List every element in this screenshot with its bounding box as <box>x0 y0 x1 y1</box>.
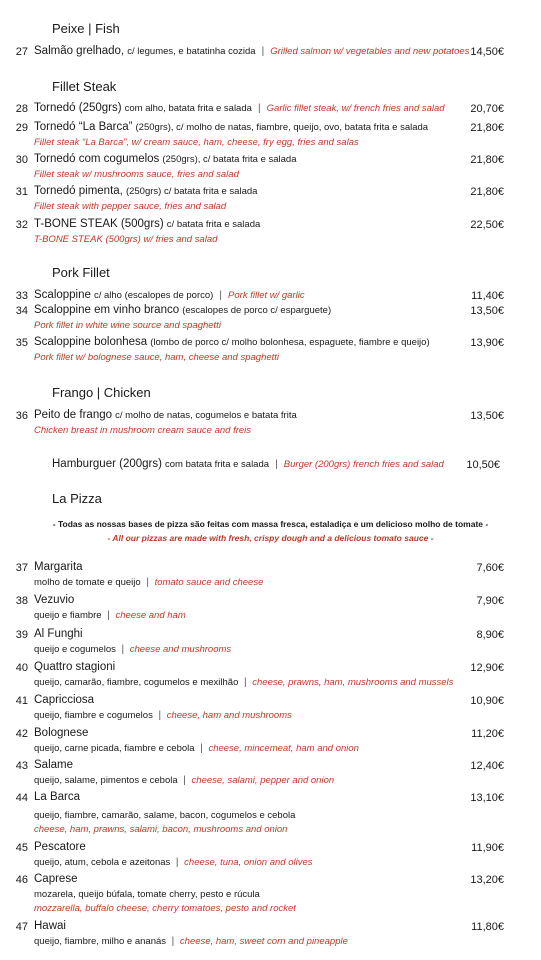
item-name: Tornedó pimenta, <box>34 185 123 197</box>
item-number: 38 <box>15 595 28 607</box>
separator: | <box>171 936 175 947</box>
pizza-desc <box>34 857 313 868</box>
item-price: 13,10€ <box>470 792 504 804</box>
item-number: 41 <box>15 695 28 707</box>
pizza-desc <box>34 644 231 655</box>
pizza-desc <box>34 743 359 754</box>
item-name: Tornedó “La Barca” <box>34 121 133 133</box>
item-number: 33 <box>15 290 28 302</box>
item-desc: com batata frita e salada <box>165 459 270 470</box>
item-price: 20,70€ <box>470 103 504 115</box>
item-number: 29 <box>15 122 28 134</box>
item-name: Tornedó (250grs) <box>34 102 122 114</box>
item-number: 39 <box>15 629 28 641</box>
item-name: Scaloppine bolonhesa <box>34 336 148 348</box>
item-price: 7,90€ <box>476 595 504 607</box>
item-desc: (250grs), c/ batata frita e salada <box>162 154 297 165</box>
menu-item-tornedo-cogumelos <box>34 153 297 165</box>
pizza-name: La Barca <box>34 791 81 803</box>
item-desc-en: Fillet steak “La Barca”, w/ cream sauce, ham, cheese, fry egg, fries and salas <box>34 137 359 148</box>
item-desc-en: cheese, prawns, ham, mushrooms and mussels <box>252 677 454 688</box>
item-price: 11,40€ <box>471 290 504 302</box>
item-desc-en: Pork fillet w/ garlic <box>228 290 305 301</box>
menu-item-salmon <box>34 45 469 57</box>
item-desc-en: Fillet steak with pepper sauce, fries and salad <box>34 201 227 212</box>
pizza-desc <box>34 577 263 588</box>
pizza-desc <box>34 610 186 621</box>
item-price: 21,80€ <box>470 186 504 198</box>
item-desc: c/ legumes, e batatinha cozida <box>127 46 256 57</box>
menu-item-tornedo-la-barca <box>34 121 428 133</box>
item-number: 45 <box>15 842 28 854</box>
item-desc-en: Chicken breast in mushroom cream sauce and freis <box>34 425 252 436</box>
pizza-note-en: - All our pizzas are made with fresh, crispy dough and a delicious tomato sauce - <box>107 533 434 543</box>
pizza-name: Salame <box>34 759 73 771</box>
item-name: Tornedó com cogumelos <box>34 153 160 165</box>
separator: | <box>146 577 149 588</box>
item-desc: queijo e cogumelos <box>34 644 116 655</box>
pizza-name: Vezuvio <box>34 594 75 606</box>
item-desc: c/ alho (escalopes de porco) <box>93 290 214 301</box>
pizza-name: Hawai <box>34 920 66 932</box>
section-title-pork: Pork Fillet <box>52 265 110 280</box>
section-title-fish: Peixe | Fish <box>52 21 120 36</box>
section-title-chicken: Frango | Chicken <box>52 385 151 400</box>
separator: | <box>261 46 265 57</box>
separator: | <box>200 743 203 754</box>
item-desc-en: Pork fillet in white wine source and spaghetti <box>34 320 221 331</box>
separator: | <box>183 775 186 786</box>
item-number: 46 <box>15 874 28 886</box>
item-desc: com alho, batata frita e salada <box>124 103 252 114</box>
item-desc: queijo, atum, cebola e azeitonas <box>34 857 171 868</box>
item-desc-en: cheese, tuna, onion and olives <box>184 857 313 868</box>
item-desc-en: cheese, salami, pepper and onion <box>191 775 335 786</box>
item-number: 27 <box>15 46 28 58</box>
item-desc-en: cheese, ham and mushrooms <box>166 710 292 721</box>
pizza-desc <box>34 775 334 786</box>
item-desc-en: tomato sauce and cheese <box>154 577 264 588</box>
item-desc-en: cheese, ham, prawns, salami, bacon, mushrooms and onion <box>34 824 288 835</box>
item-desc-en: cheese, mincemeat, ham and onion <box>208 743 359 754</box>
item-desc: molho de tomate e queijo <box>34 577 141 588</box>
menu-item-tornedo <box>34 102 445 114</box>
item-desc-en: Fillet steak w/ mushrooms sauce, fries and salad <box>34 169 239 180</box>
item-name: Peito de frango <box>34 409 113 421</box>
pizza-name: Caprese <box>34 873 78 885</box>
pizza-name: Capricciosa <box>34 694 95 706</box>
item-desc-en: Burger (200grs) french fries and salad <box>283 459 444 470</box>
item-desc: queijo, fiambre e cogumelos <box>34 710 153 721</box>
item-desc: c/ molho de natas, cogumelos e batata frita <box>115 410 297 421</box>
pizza-desc <box>34 677 453 688</box>
pizza-name: Quattro stagioni <box>34 661 116 673</box>
item-number: 36 <box>15 410 28 422</box>
item-price: 11,80€ <box>471 921 504 933</box>
menu-item-scaloppine <box>34 289 305 301</box>
item-price: 10,50€ <box>466 459 500 471</box>
item-desc: (escalopes de porco c/ esparguete) <box>182 305 332 316</box>
menu-item-scaloppine-bolonhesa <box>34 336 430 348</box>
item-number: 43 <box>15 760 28 772</box>
item-number: 42 <box>15 728 28 740</box>
separator: | <box>244 677 247 688</box>
item-desc-en: Garlic fillet steak, w/ french fries and salad <box>266 103 445 114</box>
item-desc: c/ batata frita e salada <box>166 219 261 230</box>
section-title-fillet: Fillet Steak <box>52 79 117 94</box>
item-number: 34 <box>15 305 28 317</box>
pizza-name: Margarita <box>34 561 83 573</box>
item-desc-en: cheese, ham, sweet corn and pineapple <box>179 936 348 947</box>
item-number: 47 <box>15 921 28 933</box>
item-price: 13,20€ <box>470 874 504 886</box>
pizza-name: Pescatore <box>34 841 86 853</box>
item-price: 8,90€ <box>476 629 504 641</box>
item-price: 21,80€ <box>470 122 504 134</box>
menu-item-scaloppine-vinho <box>34 304 331 316</box>
pizza-note: - Todas as nossas bases de pizza são feitas com massa fresca, estaladiça e um delicioso molho de tomate - <box>52 519 489 529</box>
item-price: 13,50€ <box>470 410 504 422</box>
item-number: 32 <box>15 219 28 231</box>
item-desc: queijo e fiambre <box>34 610 102 621</box>
item-desc: queijo, fiambre, milho e ananás <box>34 936 167 947</box>
menu-item-peito-frango <box>34 409 297 421</box>
section-title-pizza: La Pizza <box>52 491 102 506</box>
item-desc: queijo, carne picada, fiambre e cebola <box>34 743 195 754</box>
pizza-name: Bolognese <box>34 727 89 739</box>
item-price: 12,40€ <box>470 760 504 772</box>
separator: | <box>121 644 125 655</box>
item-price: 22,50€ <box>470 219 504 231</box>
item-desc-en: cheese and ham <box>115 610 186 621</box>
item-name: Salmão grelhado, <box>34 45 125 57</box>
item-price: 11,90€ <box>471 842 504 854</box>
item-number: 31 <box>15 186 28 198</box>
item-price: 11,20€ <box>471 728 504 740</box>
item-desc: (250grs) c/ batata frita e salada <box>125 186 258 197</box>
item-number: 28 <box>15 103 28 115</box>
separator: | <box>219 290 222 301</box>
menu-item-hamburguer <box>52 458 444 470</box>
item-desc-en: Pork fillet w/ bolognese sauce, ham, cheese and spaghetti <box>34 352 280 363</box>
item-desc: queijo, fiambre, camarão, salame, bacon, cogumelos e cebola <box>34 810 296 821</box>
pizza-name: Al Funghi <box>34 628 83 640</box>
item-name: Scaloppine <box>34 289 91 301</box>
menu-item-tornedo-pimenta <box>34 185 257 197</box>
pizza-desc <box>34 710 292 721</box>
item-desc: (lombo de porco c/ molho bolonhesa, espaguete, fiambre e queijo) <box>150 337 430 348</box>
item-price: 13,90€ <box>470 337 504 349</box>
separator: | <box>175 857 179 868</box>
separator: | <box>257 103 261 114</box>
item-price: 10,90€ <box>470 695 504 707</box>
item-price: 7,60€ <box>476 562 504 574</box>
menu-item-t-bone <box>34 218 260 230</box>
item-number: 44 <box>15 792 28 804</box>
item-number: 40 <box>15 662 28 674</box>
item-number: 37 <box>15 562 28 574</box>
item-price: 13,50€ <box>470 305 504 317</box>
item-desc: queijo, salame, pimentos e cebola <box>34 775 178 786</box>
separator: | <box>158 710 162 721</box>
item-desc-en: T-BONE STEAK (500grs) w/ fries and salad <box>34 234 218 245</box>
item-desc-en: mozzarella, buffalo cheese, cherry tomatoes, pesto and rocket <box>34 903 296 914</box>
item-price: 12,90€ <box>470 662 504 674</box>
item-desc: queijo, camarão, fiambre, cogumelos e mexilhão <box>34 677 239 688</box>
item-price: 21,80€ <box>470 154 504 166</box>
item-number: 35 <box>15 337 28 349</box>
item-price: 14,50€ <box>470 46 504 58</box>
separator: | <box>275 459 278 470</box>
item-name: Scaloppine em vinho branco <box>34 304 180 316</box>
item-name: T-BONE STEAK (500grs) <box>34 218 164 230</box>
pizza-desc <box>34 936 348 947</box>
item-name: Hamburguer (200grs) <box>52 458 162 470</box>
item-desc: (250grs), c/ molho de natas, fiambre, queijo, ovo, batata frita e salada <box>135 122 429 133</box>
item-desc-en: Grilled salmon w/ vegetables and new potatoes <box>270 46 470 57</box>
item-desc-en: cheese and mushrooms <box>129 644 232 655</box>
item-desc: mozarela, queijo búfala, tomate cherry, pesto e rúcula <box>34 889 260 900</box>
separator: | <box>107 610 110 621</box>
item-number: 30 <box>15 154 28 166</box>
